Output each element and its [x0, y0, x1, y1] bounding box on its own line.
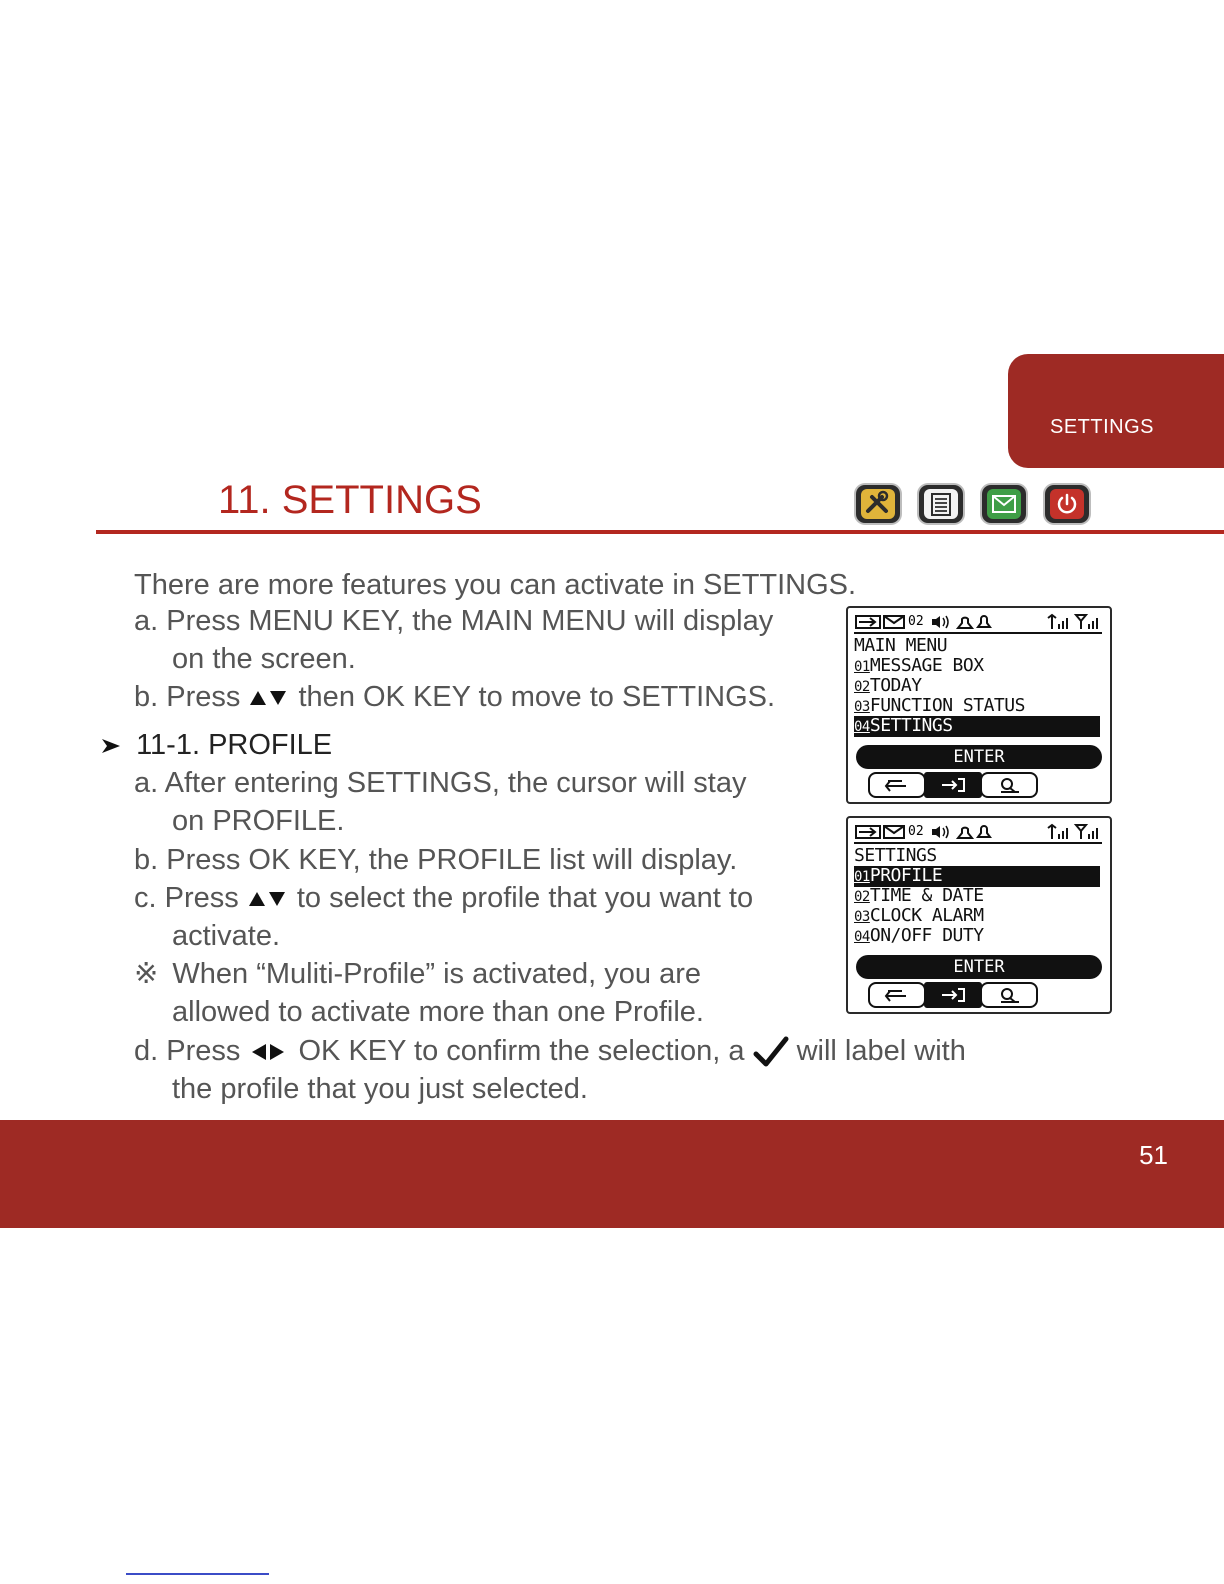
profile-step-a-line1: a. After entering SETTINGS, the cursor will stay: [134, 767, 747, 799]
profile-step-c: [134, 879, 753, 917]
profile-step-d-mid: OK KEY to confirm the selection, a: [298, 1035, 745, 1067]
back-icon: [868, 982, 926, 1008]
profile-step-a-line2: on PROFILE.: [172, 805, 345, 837]
bullet-arrow-icon: [100, 736, 122, 756]
status-bar: [854, 612, 1102, 634]
status-bar: [854, 822, 1102, 844]
envelope-icon: [982, 485, 1026, 523]
step-b-post: then OK KEY to move to SETTINGS.: [298, 681, 776, 713]
menu-item: 03CLOCK ALARM: [854, 905, 984, 926]
profile-step-c-pre: c. Press: [134, 882, 239, 914]
softkey-bar: [868, 772, 1034, 798]
menu-item: 01MESSAGE BOX: [854, 655, 984, 676]
zoom-icon: [980, 772, 1038, 798]
left-right-arrows-icon: [248, 1042, 290, 1062]
profile-step-d-line2: the profile that you just selected.: [172, 1073, 588, 1105]
enter-icon: [924, 772, 982, 798]
status-02: 02: [908, 824, 924, 839]
profile-step-d: [134, 1032, 966, 1070]
menu-item: 02TODAY: [854, 675, 922, 696]
screen-title: MAIN MENU: [854, 635, 948, 656]
device-screen-main-menu: [846, 606, 1112, 804]
menu-item-selected: 01PROFILE: [854, 866, 1100, 887]
profile-step-c-line2: activate.: [172, 920, 280, 952]
checkmark-icon: [753, 1036, 789, 1068]
section-heading-label: 11-1. PROFILE: [136, 729, 333, 761]
profile-step-b: b. Press OK KEY, the PROFILE list will display.: [134, 844, 738, 876]
intro-text: There are more features you can activate in SETTINGS.: [134, 569, 857, 601]
menu-item: 02TIME & DATE: [854, 885, 984, 906]
page-title: 11. SETTINGS: [218, 478, 482, 522]
profile-step-c-post: to select the profile that you want to: [296, 882, 754, 914]
enter-label: ENTER: [856, 955, 1102, 979]
profile-step-d-pre: d. Press: [134, 1035, 241, 1067]
tools-icon: [856, 485, 900, 523]
title-divider: [96, 530, 1224, 534]
step-b-pre: b. Press: [134, 681, 241, 713]
step-b: [134, 678, 775, 716]
status-02: 02: [908, 614, 924, 629]
section-tab: [1008, 354, 1224, 468]
enter-label: ENTER: [856, 745, 1102, 769]
notepad-icon: [919, 485, 963, 523]
page-number: 51: [1139, 1140, 1168, 1170]
back-icon: [868, 772, 926, 798]
up-down-arrows-icon: [248, 688, 290, 708]
note: [134, 955, 701, 993]
section-tab-label: SETTINGS: [1049, 416, 1154, 438]
menu-item: 03FUNCTION STATUS: [854, 695, 1025, 716]
section-heading: [100, 726, 332, 764]
menu-item: 04ON/OFF DUTY: [854, 925, 984, 946]
zoom-icon: [980, 982, 1038, 1008]
enter-icon: [924, 982, 982, 1008]
up-down-arrows-icon: [247, 889, 289, 909]
step-a-line1: a. Press MENU KEY, the MAIN MENU will display: [134, 605, 774, 637]
screen-title: SETTINGS: [854, 845, 937, 866]
device-screen-settings: [846, 816, 1112, 1014]
step-a-line2: on the screen.: [172, 643, 356, 675]
note-symbol: ※: [134, 958, 159, 990]
note-line1: When “Muliti-Profile” is activated, you are: [172, 958, 702, 990]
power-icon: [1045, 485, 1089, 523]
softkey-bar: [868, 982, 1034, 1008]
note-line2: allowed to activate more than one Profile.: [172, 996, 704, 1028]
menu-item-selected: 04SETTINGS: [854, 716, 1100, 737]
footer-bar: [0, 1120, 1224, 1228]
bottom-underline: [126, 1573, 269, 1575]
profile-step-d-post: will label with: [796, 1035, 966, 1067]
